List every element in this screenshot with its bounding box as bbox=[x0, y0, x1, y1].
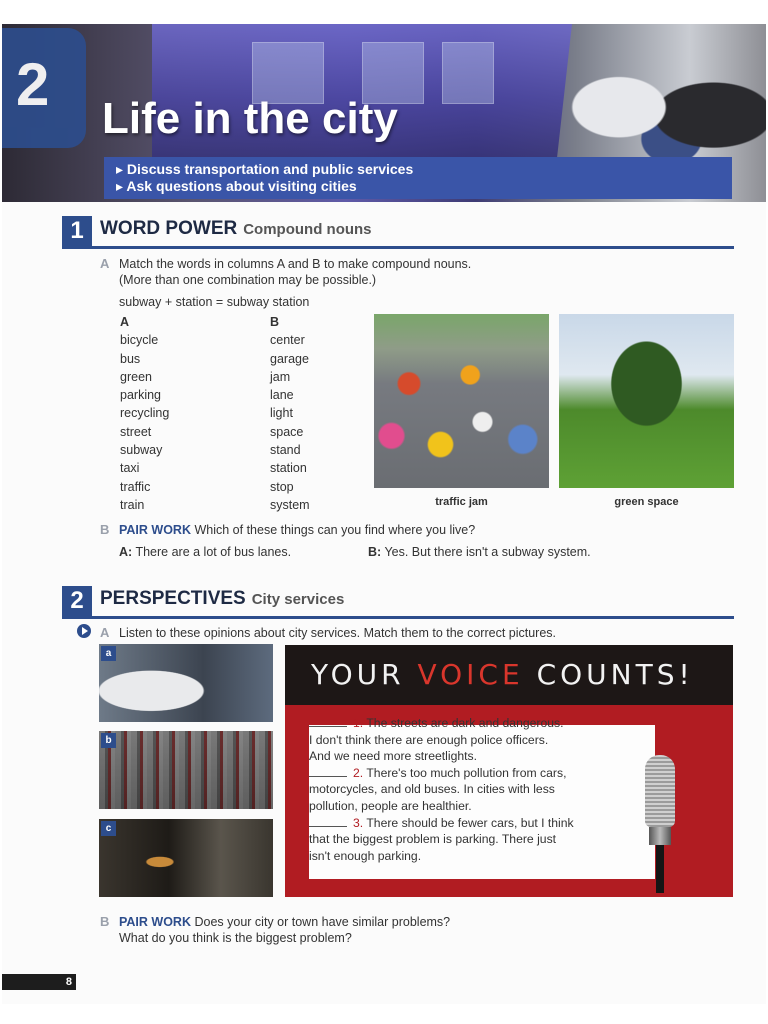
unit-number-badge bbox=[2, 28, 86, 148]
word-item: space bbox=[270, 424, 304, 439]
textbook-page bbox=[2, 24, 766, 1004]
exercise-letter: A bbox=[100, 256, 110, 271]
section-header-word-power bbox=[62, 216, 734, 249]
picture-label: a bbox=[101, 646, 116, 661]
instruction-text: What do you think is the biggest problem? bbox=[119, 931, 352, 945]
column-a bbox=[120, 315, 169, 516]
photo-caption: green space bbox=[614, 496, 679, 508]
section-subtitle: Compound nouns bbox=[243, 221, 372, 238]
panel-title bbox=[311, 658, 694, 691]
pair-work-label: PAIR WORK bbox=[119, 915, 191, 929]
example-compound: subway + station = subway station bbox=[119, 295, 310, 309]
answer-blank[interactable] bbox=[309, 816, 347, 827]
audio-play-icon[interactable] bbox=[77, 624, 91, 638]
opinion-line: There should be fewer cars, but I think bbox=[366, 815, 574, 830]
opinion-line: There's too much pollution from cars, bbox=[366, 765, 567, 780]
picture-label: c bbox=[101, 821, 116, 836]
pair-work-instruction bbox=[119, 914, 450, 946]
unit-banner bbox=[2, 24, 766, 202]
photo-caption: traffic jam bbox=[435, 496, 488, 508]
picture-label: b bbox=[101, 733, 116, 748]
picture-b-parking-lot bbox=[99, 731, 273, 809]
word-item: taxi bbox=[120, 461, 140, 476]
word-item: stand bbox=[270, 443, 301, 458]
exercise-letter: B bbox=[100, 914, 110, 929]
opinion-line: The streets are dark and dangerous. bbox=[366, 716, 564, 730]
word-item: system bbox=[270, 497, 310, 512]
traffic-jam-photo bbox=[374, 314, 549, 488]
speaker-label: B: bbox=[368, 545, 382, 559]
unit-goals bbox=[104, 157, 732, 199]
column-b bbox=[270, 315, 310, 516]
word-item: light bbox=[270, 406, 293, 421]
word-item: green bbox=[120, 369, 152, 384]
section-header-perspectives bbox=[62, 586, 734, 619]
exercise-instruction: Listen to these opinions about city services. Match them to the correct pictures. bbox=[119, 626, 557, 640]
opinion-line: pollution, people are healthier. bbox=[309, 798, 472, 813]
dialogue-line: There are a lot of bus lanes. bbox=[135, 545, 292, 559]
unit-title: Life in the city bbox=[102, 94, 398, 143]
dialogue-line: Yes. But there isn't a subway system. bbox=[384, 545, 591, 559]
word-item: traffic bbox=[120, 479, 151, 494]
answer-blank[interactable] bbox=[309, 766, 347, 777]
opinion-line: I don't think there are enough police officers. bbox=[309, 732, 549, 747]
goal-item: ▸ Ask questions about visiting cities bbox=[116, 178, 357, 194]
panel-header bbox=[285, 645, 733, 705]
instruction-text: Which of these things can you find where you live? bbox=[194, 523, 476, 537]
microphone-icon bbox=[645, 755, 675, 895]
word-item: center bbox=[270, 333, 305, 348]
panel-title-highlight: VOICE bbox=[417, 658, 524, 691]
section-number: 2 bbox=[62, 586, 92, 616]
green-space-photo bbox=[559, 314, 734, 488]
pair-work-label: PAIR WORK bbox=[119, 523, 191, 537]
word-item: bus bbox=[120, 351, 141, 366]
opinion-line: isn't enough parking. bbox=[309, 848, 422, 863]
word-item: lane bbox=[270, 388, 294, 403]
your-voice-counts-panel bbox=[285, 645, 733, 897]
goal-item: ▸ Discuss transportation and public services bbox=[116, 161, 414, 177]
panel-title-part: COUNTS! bbox=[523, 658, 694, 691]
example-dialogue-a bbox=[119, 544, 291, 560]
column-header: A bbox=[120, 315, 130, 329]
word-item: street bbox=[120, 424, 152, 439]
opinion-number: 3. bbox=[353, 815, 364, 830]
exercise-letter: B bbox=[100, 522, 110, 537]
word-item: subway bbox=[120, 443, 163, 458]
opinion-number: 2. bbox=[353, 765, 364, 780]
word-item: recycling bbox=[120, 406, 170, 421]
opinions-card bbox=[309, 716, 655, 879]
panel-title-part: YOUR bbox=[311, 658, 418, 691]
word-item: train bbox=[120, 497, 145, 512]
instruction-text: Does your city or town have similar problems? bbox=[194, 915, 451, 929]
instruction-line: Match the words in columns A and B to make compound nouns. bbox=[119, 257, 472, 271]
section-number: 1 bbox=[62, 216, 92, 246]
word-item: stop bbox=[270, 479, 294, 494]
section-title-text: WORD POWER bbox=[100, 218, 238, 239]
opinion-line: And we need more streetlights. bbox=[309, 749, 478, 764]
word-item: parking bbox=[120, 388, 161, 403]
picture-c-dark-street bbox=[99, 819, 273, 897]
section-title-text: PERSPECTIVES bbox=[100, 588, 246, 609]
picture-a-traffic-pollution bbox=[99, 644, 273, 722]
exercise-letter: A bbox=[100, 625, 110, 640]
section-title bbox=[100, 218, 372, 240]
unit-number: 2 bbox=[16, 51, 50, 118]
section-title bbox=[100, 588, 344, 610]
pair-work-instruction bbox=[119, 522, 475, 538]
speaker-label: A: bbox=[119, 545, 133, 559]
section-subtitle: City services bbox=[251, 591, 345, 608]
word-item: bicycle bbox=[120, 333, 159, 348]
word-item: garage bbox=[270, 351, 309, 366]
word-item: jam bbox=[270, 369, 291, 384]
instruction-line: (More than one combination may be possible.) bbox=[119, 273, 377, 287]
column-header: B bbox=[270, 315, 280, 329]
train-window bbox=[442, 42, 494, 104]
opinion-item bbox=[309, 715, 655, 765]
example-dialogue-b bbox=[368, 544, 591, 560]
opinion-number: 1. bbox=[353, 716, 364, 730]
opinion-line: that the biggest problem is parking. There just bbox=[309, 832, 557, 847]
word-item: station bbox=[270, 461, 307, 476]
answer-blank[interactable] bbox=[309, 716, 347, 727]
opinion-item bbox=[309, 765, 655, 815]
opinion-line: motorcycles, and old buses. In cities with less bbox=[309, 782, 555, 797]
page-number: 8 bbox=[2, 974, 76, 990]
exercise-instruction bbox=[119, 256, 471, 288]
opinion-item bbox=[309, 815, 655, 865]
